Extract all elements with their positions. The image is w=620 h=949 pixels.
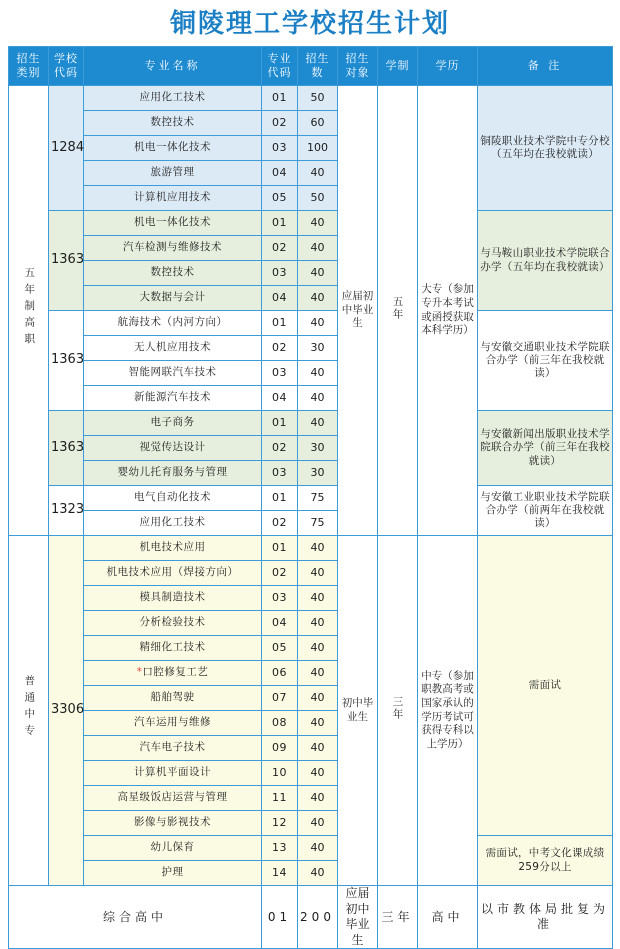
- cell-major-name: 应用化工技术: [84, 511, 262, 536]
- cell-major-code: 05: [262, 636, 298, 661]
- cell-major-name: 旅游管理: [84, 161, 262, 186]
- cell-major-name: 机电技术应用（焊接方向）: [84, 561, 262, 586]
- cell-school-code: 1284: [49, 86, 84, 211]
- cell-major-code: 01: [262, 536, 298, 561]
- cell-major-code: 02: [262, 236, 298, 261]
- cell-major-name: 汽车运用与维修: [84, 711, 262, 736]
- cell-enroll-count: 200: [298, 886, 338, 949]
- cell-school-code: 1363: [49, 411, 84, 486]
- cell-enroll-count: 40: [298, 236, 338, 261]
- header-school-code: 学校代码: [49, 47, 84, 86]
- cell-enroll-count: 40: [298, 711, 338, 736]
- cell-major-code: 01: [262, 411, 298, 436]
- cell-enroll-count: 40: [298, 211, 338, 236]
- cell-major-code: 02: [262, 336, 298, 361]
- cell-major-code: 01: [262, 211, 298, 236]
- cell-remark: 以市教体局批复为准: [478, 886, 613, 949]
- cell-major-name: 汽车检测与维修技术: [84, 236, 262, 261]
- cell-enroll-count: 40: [298, 161, 338, 186]
- cell-major-name: 影像与影视技术: [84, 811, 262, 836]
- cell-enroll-count: 75: [298, 511, 338, 536]
- table-row-comprehensive-high-school: [9, 886, 613, 949]
- cell-enroll-count: 40: [298, 386, 338, 411]
- cell-enroll-count: 40: [298, 836, 338, 861]
- cell-major-name: 精细化工技术: [84, 636, 262, 661]
- cell-major-name: 婴幼儿托育服务与管理: [84, 461, 262, 486]
- cell-duration: 五年: [378, 86, 418, 536]
- cell-major-code: 13: [262, 836, 298, 861]
- cell-enroll-count: 60: [298, 111, 338, 136]
- cell-major-name: 视觉传达设计: [84, 436, 262, 461]
- cell-enroll-count: 40: [298, 561, 338, 586]
- cell-remark: 铜陵职业技术学院中专分校（五年均在我校就读）: [478, 86, 613, 211]
- cell-major-code: 04: [262, 161, 298, 186]
- cell-enroll-target: 应届初中毕业生: [338, 86, 378, 536]
- cell-school-code: 3306: [49, 536, 84, 886]
- header-enroll-target: 招生对象: [338, 47, 378, 86]
- cell-major-name: 机电技术应用: [84, 536, 262, 561]
- cell-major-name: 无人机应用技术: [84, 336, 262, 361]
- cell-major-code: 10: [262, 761, 298, 786]
- table-row: [9, 536, 613, 561]
- cell-enroll-count: 50: [298, 86, 338, 111]
- table-row: [9, 311, 613, 336]
- cell-school-code: 1363: [49, 311, 84, 411]
- header-remarks: 备 注: [478, 47, 613, 86]
- cell-major-name: 数控技术: [84, 261, 262, 286]
- cell-school-code: 1323: [49, 486, 84, 536]
- cell-enroll-count: 40: [298, 286, 338, 311]
- cell-enroll-count: 40: [298, 761, 338, 786]
- cell-major-name: 智能网联汽车技术: [84, 361, 262, 386]
- cell-school-code: 1363: [49, 211, 84, 311]
- cell-major-code: 11: [262, 786, 298, 811]
- cell-major-name: 计算机应用技术: [84, 186, 262, 211]
- cell-enroll-count: 40: [298, 536, 338, 561]
- cell-major-code: 03: [262, 136, 298, 161]
- cell-enroll-target: 应届初中毕业生: [338, 886, 378, 949]
- cell-major-code: 06: [262, 661, 298, 686]
- table-row: [9, 836, 613, 861]
- header-major-name: 专业名称: [84, 47, 262, 86]
- cell-major-code: 14: [262, 861, 298, 886]
- cell-major-name: 幼儿保育: [84, 836, 262, 861]
- cell-major-name: 模具制造技术: [84, 586, 262, 611]
- cell-major-name: 机电一体化技术: [84, 136, 262, 161]
- cell-major-name: 计算机平面设计: [84, 761, 262, 786]
- cell-enroll-count: 30: [298, 461, 338, 486]
- cell-remark: 与马鞍山职业技术学院联合办学（五年均在我校就读）: [478, 211, 613, 311]
- cell-major-code: 09: [262, 736, 298, 761]
- cell-remark: 与安徽交通职业技术学院联合办学（前三年在我校就读）: [478, 311, 613, 411]
- enrollment-plan-table: [8, 46, 613, 949]
- cell-enroll-count: 40: [298, 686, 338, 711]
- cell-major-name: *口腔修复工艺: [84, 661, 262, 686]
- asterisk-marker: *: [136, 666, 143, 679]
- cell-enroll-count: 30: [298, 436, 338, 461]
- cell-enroll-count: 40: [298, 361, 338, 386]
- page-title: 铜陵理工学校招生计划: [169, 9, 450, 39]
- header-major-code: 专业代码: [262, 47, 298, 86]
- cell-major-name: 分析检验技术: [84, 611, 262, 636]
- table-row: [9, 86, 613, 111]
- cell-major-name: 船舶驾驶: [84, 686, 262, 711]
- cell-duration: 三年: [378, 536, 418, 886]
- cell-major-name: 新能源汽车技术: [84, 386, 262, 411]
- header-category: 招生类别: [9, 47, 49, 86]
- cell-major-name: 护理: [84, 861, 262, 886]
- cell-major-name: 电气自动化技术: [84, 486, 262, 511]
- cell-enroll-count: 40: [298, 586, 338, 611]
- cell-enroll-count: 100: [298, 136, 338, 161]
- cell-enroll-count: 40: [298, 661, 338, 686]
- cell-enroll-count: 40: [298, 611, 338, 636]
- cell-major-code: 08: [262, 711, 298, 736]
- cell-major-code: 03: [262, 586, 298, 611]
- cell-enroll-count: 30: [298, 336, 338, 361]
- cell-major-name: 大数据与会计: [84, 286, 262, 311]
- table-header: [9, 47, 613, 86]
- table-row: [9, 486, 613, 511]
- cell-major-name: 机电一体化技术: [84, 211, 262, 236]
- cell-education: 大专（参加专升本考试或函授获取本科学历）: [418, 86, 478, 536]
- table-row: [9, 211, 613, 236]
- cell-major-code: 01: [262, 311, 298, 336]
- header-duration: 学制: [378, 47, 418, 86]
- cell-category: 普通中专: [9, 536, 49, 886]
- cell-enroll-count: 75: [298, 486, 338, 511]
- cell-education: 中专（参加职教高考或国家承认的学历考试可获得专科以上学历）: [418, 536, 478, 886]
- cell-major-code: 04: [262, 386, 298, 411]
- cell-remark: 需面试，中考文化课成绩259分以上: [478, 836, 613, 886]
- cell-remark: 与安徽新闻出版职业技术学院联合办学（前三年在我校就读）: [478, 411, 613, 486]
- cell-major-name: 高星级饭店运营与管理: [84, 786, 262, 811]
- cell-enroll-target: 初中毕业生: [338, 536, 378, 886]
- cell-enroll-count: 40: [298, 861, 338, 886]
- cell-major-code: 03: [262, 461, 298, 486]
- cell-major-code: 04: [262, 611, 298, 636]
- cell-major-code: 03: [262, 361, 298, 386]
- cell-enroll-count: 50: [298, 186, 338, 211]
- cell-major-code: 05: [262, 186, 298, 211]
- cell-enroll-count: 40: [298, 261, 338, 286]
- cell-major-code: 01: [262, 86, 298, 111]
- cell-major-code: 02: [262, 511, 298, 536]
- cell-enroll-count: 40: [298, 636, 338, 661]
- header-enroll-count: 招生数: [298, 47, 338, 86]
- cell-remark: 需面试: [478, 536, 613, 836]
- cell-duration: 三年: [378, 886, 418, 949]
- table-row: [9, 411, 613, 436]
- cell-major-code: 07: [262, 686, 298, 711]
- cell-enroll-count: 40: [298, 811, 338, 836]
- cell-enroll-count: 40: [298, 311, 338, 336]
- cell-enroll-count: 40: [298, 411, 338, 436]
- table-container: [0, 46, 620, 949]
- cell-major-name: 数控技术: [84, 111, 262, 136]
- cell-major-name: 电子商务: [84, 411, 262, 436]
- cell-major-code: 12: [262, 811, 298, 836]
- cell-major-name: 汽车电子技术: [84, 736, 262, 761]
- cell-major-name: 综合高中: [9, 886, 262, 949]
- cell-major-code: 02: [262, 436, 298, 461]
- header-row: [9, 47, 613, 86]
- cell-major-code: 02: [262, 111, 298, 136]
- cell-major-code: 03: [262, 261, 298, 286]
- cell-education: 高中: [418, 886, 478, 949]
- cell-category: 五年制高职: [9, 86, 49, 536]
- cell-major-name: 应用化工技术: [84, 86, 262, 111]
- cell-remark: 与安徽工业职业技术学院联合办学（前两年在我校就读）: [478, 486, 613, 536]
- cell-major-code: 02: [262, 561, 298, 586]
- cell-major-name: 航海技术（内河方向）: [84, 311, 262, 336]
- table-body: [9, 86, 613, 949]
- cell-major-code: 01: [262, 886, 298, 949]
- header-education: 学历: [418, 47, 478, 86]
- cell-enroll-count: 40: [298, 786, 338, 811]
- cell-major-code: 04: [262, 286, 298, 311]
- cell-enroll-count: 40: [298, 736, 338, 761]
- cell-major-code: 01: [262, 486, 298, 511]
